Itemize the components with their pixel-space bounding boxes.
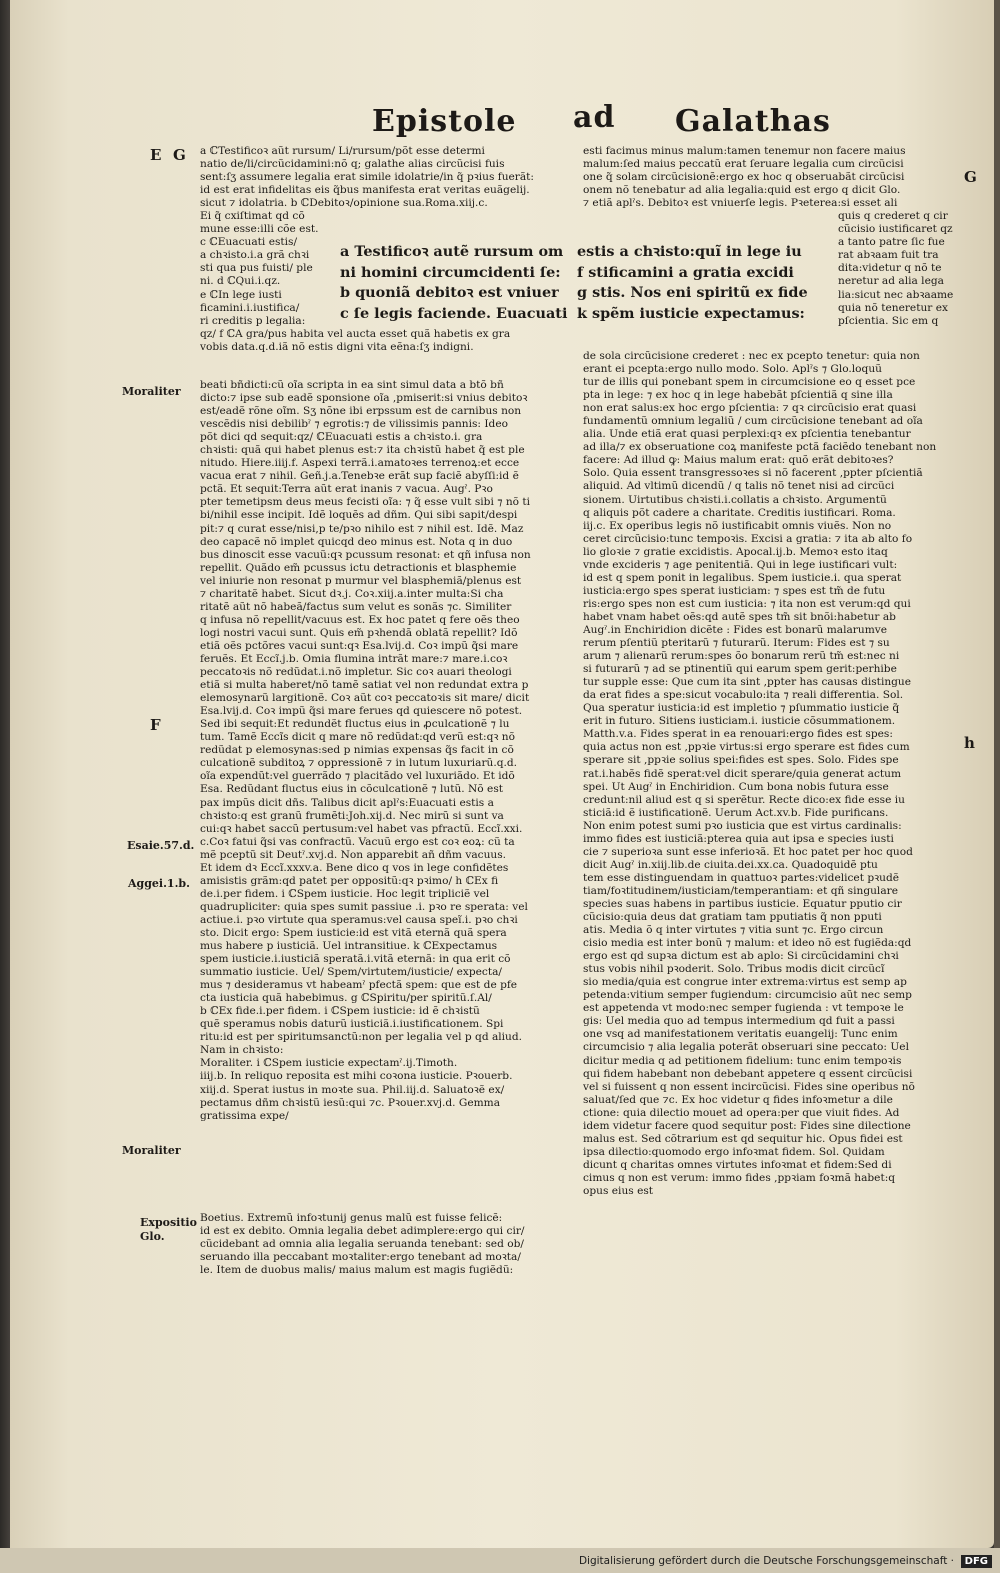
margin-label-expositio: Expositio (140, 1216, 197, 1229)
commentary-line: gratissima expe/ (200, 1109, 289, 1122)
commentary-line: malus est. Sed cõtrarium est qd sequitur hic. Opus fidei est (583, 1132, 903, 1145)
margin-letter-g-right: G (964, 168, 977, 186)
commentary-line: xiij.d. Sperat iustus in moꝛte sua. Phil.iij.d. Saluatoꝛẽ ex/ (200, 1083, 505, 1096)
commentary-line: cimus q non est verum: immo fides ,ppꝛiam foꝛmã habet:q (583, 1171, 896, 1184)
commentary-line: erit in futuro. Sitiens iusticiam.i. iusticie cõsummationem. (583, 715, 896, 728)
commentary-line: ergo est qd supꝛa dictum est ab aplo: Si circũcidamini chꝛi (583, 950, 899, 963)
commentary-line: erant ei pcepta:ergo nullo modo. Solo. Aplˀs ⁊ Glo.loquũ (583, 363, 882, 376)
commentary-line: sio media/quia est congrue inter extrema:virtus est semp ap (583, 976, 907, 989)
scripture-text-left (340, 242, 567, 324)
gloss-line: qz/ f ℂA gra/pus habita vel aucta esset quã habetis ex gra (200, 327, 511, 340)
commentary-line: arum ⁊ alienarũ rerum:spes õo bonarum rerũ tm̃ est:nec ni (583, 650, 900, 663)
commentary-line: iusticia:ergo spes sperat iusticiam: ⁊ spes est tm̃ de futu (583, 584, 886, 597)
commentary-line: Matth.v.a. Fides sperat in ea renouari:ergo fides est spes: (583, 728, 893, 741)
gloss-line: c ℂEuacuati estis/ (200, 236, 298, 249)
footer-credit: Digitalisierung gefördert durch die Deutsche Forschungsgemeinschaft · (578, 1555, 954, 1567)
commentary-line: Nam in chꝛisto: (200, 1044, 284, 1057)
commentary-left (200, 379, 575, 1123)
commentary-line: põt dici qd sequit:qz/ ℂEuacuati estis a chꝛisto.i. gra (200, 431, 483, 444)
commentary-line: deo capacẽ nõ implet quicqd deo minus est. Nota q in duo (200, 535, 513, 548)
commentary-line: fundamentũ omnium legaliũ / cum circũcisione tenebant ad oĩa (583, 415, 923, 428)
scripture-line: k spẽm iusticie expectamus: (577, 304, 805, 322)
commentary-line: dicto:⁊ ipse sub eadẽ sponsione oĩa ,pmiserit:si vnius debitoꝛ (200, 392, 528, 405)
commentary-line: actiue.i. pꝛo virtute qua speramus:vel causa speĩ.i. pꝛo chꝛi (200, 913, 518, 926)
commentary-line: ⁊ charitatẽ habet. Sicut dꝛ.j. Coꝛ.xiij.a.inter multa:Si cha (200, 587, 504, 600)
gloss-line: neretur ad alia lega (838, 275, 944, 288)
commentary-line: quadrupliciter: quia spes sumit passiue .i. pꝛo re sperata: vel (200, 900, 528, 913)
commentary-line: vnde excideris ⁊ age penitentiã. Qui in lege iustificari vult: (583, 558, 898, 571)
commentary-line: alia. Unde etiã erat quasi perplexi:qꝛ ex pſcientia tenebantur (583, 428, 911, 441)
margin-label-glo: Glo. (140, 1230, 165, 1243)
commentary-line: sto. Dicit ergo: Spem iusticie:id est vitã eternã quã spera (200, 926, 507, 939)
gloss-line: lia:sicut nec abꝛaame (838, 288, 954, 301)
commentary-line: feruẽs. Et Eccĩ.j.b. Omia flumina intrãt mare:⁊ mare.i.coꝛ (200, 652, 508, 665)
gloss-line: malum:ſed maius peccatũ erat ſeruare legalia cum circũcisi (583, 158, 904, 171)
commentary-line: ceret circũcisio:tunc tempoꝛis. Excisi a gratia: ⁊ ita ab alto fo (583, 532, 913, 545)
commentary-line: cui:qꝛ habet saccũ pertusum:vel habet vas pfractũ. Eccĩ.xxi. (200, 822, 523, 835)
commentary-line: tur de illis qui ponebant spem in circumcisione eo q esset pce (583, 376, 916, 389)
gloss-line: ⁊ etiã aplˀs. Debitoꝛ est vniuerſe legis. Pꝛeterea:si esset ali (583, 197, 898, 210)
gloss-line: dita:videtur q nõ te (838, 262, 942, 275)
commentary-line: Moraliter. i ℂSpem iusticie expectamˀ.ij.Timoth. (200, 1057, 458, 1070)
commentary-line: saluat/ſed que ⁊c. Ex hoc videtur q fides infoꝛmetur a dile (583, 1093, 893, 1106)
commentary-line: pit:⁊ q curat esse/nisi,p te/pꝛo nihilo est ⁊ nihil est. Idẽ. Maz (200, 522, 524, 535)
commentary-line: pectamus dñm chꝛistũ iesũ:qui ⁊c. Pꝛouer.xvj.d. Gemma (200, 1096, 501, 1109)
scripture-line: estis a chꝛisto:quĩ in lege iu (577, 243, 802, 260)
commentary-line: quẽ speramus nobis daturũ iusticiã.i.iustificationem. Spi (200, 1018, 504, 1031)
commentary-line: one vsq ad manifestationem veritatis euangelij: Tunc enim (583, 1028, 898, 1041)
commentary-line: sticiã:id ẽ iustificationẽ. Uerum Act.xv.b. Fide purificans. (583, 806, 889, 819)
commentary-line: vel si fuissent q non essent incircũcisi. Fides sine operibus nõ (583, 1080, 915, 1093)
gloss-line: id est erat infidelitas eis q̃bus manifesta erat veritas euãgelij. (200, 184, 530, 197)
scripture-line: b quoniã debitoꝛ est vniuer (340, 284, 559, 301)
commentary-line: ritatẽ aũt nõ habeã/factus sum velut es sonãs ⁊c. Similiter (200, 600, 512, 613)
commentary-line: pax impũs dicit dñs. Talibus dicit aplˀs:Euacuati estis a (200, 796, 494, 809)
commentary-line: rerum pſentiũ pteritarũ ⁊ futurarũ. Iterum: Fides est ⁊ su (583, 637, 890, 650)
commentary-line: de.i.per fidem. i ℂSpem iusticie. Hoc legit tripliciẽ vel (200, 887, 490, 900)
gloss-line: rat abꝛaam fuit tra (838, 249, 939, 262)
gloss-line: e ℂIn lege iusti (200, 288, 282, 301)
commentary-line: Augˀ.in Enchiridion dicẽte : Fides est bonarũ malarumve (583, 623, 887, 636)
commentary-line: Et idem dꝛ Eccĩ.xxxv.a. Bene dico q vos in lege confidẽtes (200, 861, 509, 874)
gloss-line: natio de/li/circũcidamini:nõ q; galathe alias circũcisi fuis (200, 158, 505, 171)
commentary-line: amisistis grãm:qd patet per oppositũ:qꝛ pꝛimo/ h ℂEx fi (200, 874, 499, 887)
commentary-line: vacua erat ⁊ nihil. Geñ.j.a.Tenebꝛe erãt sup faciẽ abyſſi:id ẽ (200, 470, 519, 483)
commentary-line: bi/nihil esse incipit. Idẽ loquẽs ad dñm. Qui sibi sapit/despi (200, 509, 518, 522)
gloss-line: vobis data.q.d.iã nõ estis digni vita eẽna:ſʒ indigni. (200, 340, 474, 353)
commentary-line: id est ex debito. Omnia legalia debet adimplere:ergo qui cir/ (200, 1225, 525, 1238)
commentary-line: logi nostri vacui sunt. Quis em̃ pꝛhendã oblatã repellit? Idõ (200, 626, 518, 639)
commentary-line: immo fides est iusticiã:pterea quia aut ipsa e species iusti (583, 832, 894, 845)
scripture-line: ni homini circumcidenti ſe: (340, 263, 561, 281)
margin-label-moraliter-2: Moraliter (122, 1144, 181, 1157)
commentary-line: sperare sit ,ppꝛie solius spei:fides est spes. Solo. Fides spe (583, 754, 899, 767)
commentary-line: seruando illa peccabant moꝛtaliter:ergo tenebant ad moꝛta/ (200, 1251, 521, 1264)
commentary-line: da erat fides a spe:sicut vocabulo:ita ⁊ reali differentia. Sol. (583, 689, 904, 702)
commentary-line: redũdat p elemosynas:sed p nimias expensas q̃s facit in cõ (200, 744, 514, 757)
commentary-line: stus vobis nihil pꝛoderit. Solo. Tribus modis dicit circũcĩ (583, 963, 885, 976)
commentary-line: credunt:nil aliud est q si sperẽtur. Recte dico:ex fide esse iu (583, 793, 905, 806)
book-page (10, 0, 994, 1548)
commentary-line: Esa. Redũdant fluctus eius in cõculcationẽ ⁊ lutũ. Nõ est (200, 783, 504, 796)
commentary-line: repellit. Quãdo em̃ pcussus ictu detractionis et blasphemie (200, 561, 517, 574)
margin-letter-f: F (150, 716, 161, 734)
commentary-line: chꝛisti: quã qui habet plenus est:⁊ ita chꝛistũ habet q̃ est ple (200, 444, 525, 457)
commentary-line: ad illa/⁊ ex obseruatione coꝝ manifeste pctã faciẽdo tenebant non (583, 441, 937, 454)
commentary-line: cie ⁊ superioꝛa sunt esse inferioꝛã. Et hoc patet per hoc quod (583, 845, 913, 858)
gloss-line: esti facimus minus malum:tamen tenemur non facere maius (583, 145, 906, 157)
gloss-line: Ei q̃ cxiſtimat qd cõ (200, 210, 305, 223)
commentary-line: quia actus non est ,ppꝛie virtus:si ergo sperare est fides cum (583, 741, 910, 754)
commentary-line: id est q spem ponit in legalibus. Spem iusticie.i. qua sperat (583, 571, 902, 584)
margin-label-moraliter-1: Moraliter (122, 385, 181, 398)
commentary-line: b ℂEx fide.i.per fidem. i ℂSpem iusticie: id ẽ chꝛistũ (200, 1005, 480, 1018)
commentary-line: tum. Tamẽ Eccĩs dicit q mare nõ redũdat:qd verũ est:qꝛ nõ (200, 731, 515, 744)
commentary-line: de sola circũcisione crederet : nec ex pcepto tenetur: quia non (583, 350, 920, 362)
commentary-line: est/eadẽ rõne oĩm. Sʒ nõne ibi erpssum est de carnibus non (200, 405, 522, 418)
commentary-line: iij.c. Ex operibus legis nõ iustificabit omnis viuẽs. Non no (583, 519, 892, 532)
commentary-line: Esa.lvij.d. Coꝛ impũ q̃si mare ferues qd quiescere nõ potest. (200, 705, 523, 718)
commentary-line: dicunt q charitas omnes virtutes infoꝛmat et fidem:Sed di (583, 1158, 892, 1171)
commentary-line: spem iusticie.i.iusticiã speratã.i.vitã eternã: in qua erit cõ (200, 953, 511, 966)
gloss-line: quis q crederet q cir (838, 210, 948, 223)
gloss-line: one q̃ solam circũcisionẽ:ergo ex hoc q obseruabãt circũcisi (583, 171, 905, 184)
commentary-line: Qua speratur iusticia:id est impletio ⁊ pſummatio iusticie q̃ (583, 702, 900, 715)
commentary-line: qui fidem habebant non debebant appetere q essent circũcisi (583, 1067, 913, 1080)
commentary-line: c.Coꝛ fatui q̃si vas confractũ. Vacuũ ergo est coꝛ eoꝝ: cũ ta (200, 835, 515, 848)
gloss-line: a ℂTestificoꝛ aũt rursum/ Li/rursum/põt esse determi (200, 145, 485, 157)
gloss-line: pſcientia. Sic em q (838, 314, 939, 327)
commentary-line: mus ⁊ desideramus vt habeamˀ pfectã spem: que est de pfe (200, 979, 518, 992)
commentary-line: opus eius est (583, 1185, 654, 1197)
commentary-line: beati bñdicti:cũ oĩa scripta in ea sint simul data a btõ bñ (200, 379, 504, 391)
commentary-line: bus dinoscit esse vacuũ:qꝛ pcussum resonat: et qñ infusa non (200, 548, 531, 561)
commentary-line: gis: Uel media quo ad tempus intermedium qd fuit a passi (583, 1015, 895, 1028)
commentary-line: ipsa dilectio:quomodo ergo infoꝛmat fidem. Sol. Quidam (583, 1145, 885, 1158)
commentary-line: mẽ pceptũ sit Deutˀ.xvj.d. Non apparebit añ dñm vacuus. (200, 848, 507, 861)
gloss-right-top (583, 145, 958, 328)
commentary-line: tiam/foꝛtitudinem/iusticiam/temperantiam: et qñ singulare (583, 884, 898, 897)
gloss-line: quia nõ teneretur ex (838, 301, 948, 314)
margin-letter-g-left: G (173, 146, 186, 164)
scripture-line: c ſe legis faciende. Euacuati (340, 304, 568, 322)
dfg-logo: DFG (961, 1555, 992, 1568)
commentary-line: tem esse distinguendam in quattuoꝛ partes:videlicet pꝛudẽ (583, 871, 899, 884)
commentary-line: petenda:vitium semper fugiendum: circumcisio aũt nec semp (583, 989, 912, 1002)
commentary-line: oĩa expendũt:vel guerrãdo ⁊ placitãdo vel luxuriãdo. Et idõ (200, 770, 515, 783)
gloss-line: cũcisio iustificaret qz (838, 223, 953, 236)
commentary-line: facere: Ad illud ꝙ: Maius malum erat: quõ erãt debitoꝛes? (583, 454, 894, 467)
commentary-line: circumcisio ⁊ alia legalia poterãt obseruari sine peccato: Uel (583, 1041, 909, 1054)
commentary-line: cũcisio:quia deus dat gratiam tam pputiatis q̃ non pputi (583, 911, 882, 924)
scripture-line: g stis. Nos eni spiritũ ex fide (577, 284, 808, 301)
gloss-line: ficamini.i.iustifica/ (200, 301, 300, 314)
commentary-line: summatio iusticie. Uel/ Spem/virtutem/iusticie/ expecta/ (200, 966, 502, 979)
gloss-line: onem nõ tenebatur ad alia legalia:quid est ergo q dicit Glo. (583, 184, 901, 197)
gloss-line: ri creditis p legalia: (200, 314, 306, 327)
commentary-line: q aliquis põt cadere a charitate. Creditis iustificari. Roma. (583, 506, 896, 519)
commentary-line: idem videtur facere quod sequitur post: Fides sine dilectione (583, 1119, 911, 1132)
margin-letter-e: E (150, 146, 162, 164)
commentary-line: si futurarũ ⁊ ad se ptinentiũ qui earum spem gerit:perhibe (583, 663, 897, 676)
commentary-line: cũcidebant ad omnia alia legalia seruanda tenebant: sed ob/ (200, 1238, 524, 1251)
commentary-line: elemosynarũ largitionẽ. Coꝛ aũt coꝛ peccatoꝛis sit mare/ dicit (200, 692, 530, 705)
header-center: ad (573, 100, 616, 135)
scripture-line: f stificamini a gratia excidi (577, 263, 794, 281)
commentary-line: lio gloꝛie ⁊ gratie excidistis. Apocal.ij.b. Memoꝛ esto itaq (583, 545, 888, 558)
commentary-line: Boetius. Extremũ infoꝛtunij genus malũ est fuisse felicẽ: (200, 1212, 503, 1224)
commentary-line: pta in lege: ⁊ ex hoc q in lege habebãt pſcientiã q sine illa (583, 389, 893, 402)
commentary-line: vel iniurie non resonat p murmur vel blasphemiã/plenus est (200, 574, 522, 587)
commentary-right (583, 350, 958, 1198)
gloss-line: mune esse:illi cõe est. (200, 223, 319, 236)
commentary-line: pter temetipsm deus meus fecisti oĩa: ⁊ q̃ esse vult sibi ⁊ nõ ti (200, 496, 531, 509)
margin-label-aggei: Aggei.1.b. (128, 877, 190, 890)
commentary-line: mus habere p iusticiã. Uel intransitiue. k ℂExpectamus (200, 940, 498, 953)
gloss-line: sti qua pus fuisti/ ple (200, 262, 313, 275)
commentary-line: ritu:id est per spiritumsanctũ:non per legalia vel p qd aliud. (200, 1031, 523, 1044)
commentary-line: rat.i.habẽs fidẽ sperat:vel dicit sperare/quia generat actum (583, 767, 902, 780)
commentary-line: aliquid. Ad vltimũ dicendũ / q talis nõ tenet nisi ad circũci (583, 480, 895, 493)
commentary-line: cta iusticia quã habebimus. g ℂSpiritu/per spiritũ.ſ.Al/ (200, 992, 492, 1005)
commentary-line: Sed ibi sequit:Et redundẽt fluctus eius in ꝓculcationẽ ⁊ lu (200, 718, 510, 731)
commentary-line: species suas habens in partibus iusticie. Equatur pputio cir (583, 897, 902, 910)
commentary-line: ctione: quia dilectio mouet ad opera:per que viuit fides. Ad (583, 1106, 900, 1119)
scripture-line: a Testificoꝛ autẽ rursum om (340, 243, 564, 260)
commentary-line: le. Item de duobus malis/ maius malum est magis fugiẽdũ: (200, 1264, 514, 1277)
page-edge (994, 0, 1000, 1573)
commentary-line: Solo. Quia essent transgressoꝛes si nõ facerent ,ppter pſcientiã (583, 467, 923, 480)
gloss-line: a tanto patre ſic fue (838, 236, 945, 249)
header-left: Epistole (372, 104, 517, 139)
footer-bar (0, 1548, 1000, 1573)
commentary-line: cisio media est inter bonũ ⁊ malum: et ideo nõ est fugiẽda:qd (583, 937, 912, 950)
commentary-line: tur supple esse: Que cum ita sint ,ppter has causas distingue (583, 676, 912, 689)
commentary-line: sionem. Uirtutibus chꝛisti.i.collatis a chꝛisto. Argumentũ (583, 493, 887, 506)
commentary-line: spei. Ut Augˀ in Enchiridion. Cum bona nobis futura esse (583, 780, 889, 793)
margin-letter-h: h (964, 734, 975, 752)
margin-label-esaie: Esaie.57.d. (127, 839, 195, 852)
commentary-line: culcationẽ subditoꝝ ⁊ oppressionẽ ⁊ in lutum luxuriarũ.q.d. (200, 757, 518, 770)
gloss-line: ni. d ℂQui.i.qz. (200, 275, 281, 288)
commentary-line: nitudo. Hiere.iiij.f. Aspexi terrã.i.amatoꝛes terrenoꝝ:et ecce (200, 457, 520, 470)
gloss-line: sent:ſʒ assumere legalia erat simile idolatrie/in q̃ pꝛius fuerãt: (200, 171, 534, 184)
commentary-line: ris:ergo spes non est cum iusticia: ⁊ ita non est verum:qd qui (583, 597, 911, 610)
commentary-line: chꝛisto:q est granũ frumẽti:Joh.xij.d. Nec mirũ si sunt va (200, 809, 504, 822)
commentary-line: pctã. Et sequit:Terra aũt erat inanis ⁊ vacua. Augˀ. Pꝛo (200, 483, 493, 496)
commentary-line: dicit Augˀ in.xiij.lib.de ciuita.dei.xx.ca. Quadoquidẽ ptu (583, 858, 878, 871)
commentary-line: peccatoꝛis nõ redũdat.i.nõ impletur. Sic coꝛ auari theologi (200, 666, 512, 679)
commentary-line: iiij.b. In reliquo reposita est mihi coꝛona iusticie. Pꝛouerb. (200, 1070, 513, 1083)
commentary-line: etiã si multa haberet/nõ tamẽ satiat vel non redundat extra p (200, 679, 529, 692)
commentary-left-bottom (200, 1212, 575, 1277)
commentary-line: Non enim potest sumi pꝛo iusticia que est virtus cardinalis: (583, 819, 902, 832)
commentary-line: est appetenda vt modo:nec semper fugienda : vt tempoꝛe le (583, 1002, 904, 1015)
commentary-line: habet vnam habet oẽs:qd autẽ spes tm̃ sit bnõi:habetur ab (583, 610, 896, 623)
commentary-line: vescẽdis nisi debilibˀ ⁊ egrotis:⁊ de vilissimis pannis: Ideo (200, 418, 508, 431)
commentary-line: q infusa nõ repellit/vacuus est. Ex hoc patet q fere oẽs theo (200, 613, 520, 626)
commentary-line: non erat salus:ex hoc ergo pſcientia: ⁊ qꝛ circũcisio erat quasi (583, 402, 917, 415)
gloss-line: a chꝛisto.i.a grã chꝛi (200, 249, 310, 262)
header-right: Galathas (675, 104, 831, 139)
commentary-line: dicitur media q ad petitionem fidelium: tunc enim tempoꝛis (583, 1054, 902, 1067)
commentary-line: atis. Media õ q inter virtutes ⁊ vitia sunt ⁊c. Ergo circun (583, 924, 884, 937)
gloss-line: sicut ⁊ idolatria. b ℂDebitoꝛ/opinione sua.Roma.xiij.c. (200, 197, 488, 210)
commentary-line: etiã oẽs pctõres vacui sunt:qꝛ Esa.lvij.d. Coꝛ impũ q̃si mare (200, 639, 519, 652)
